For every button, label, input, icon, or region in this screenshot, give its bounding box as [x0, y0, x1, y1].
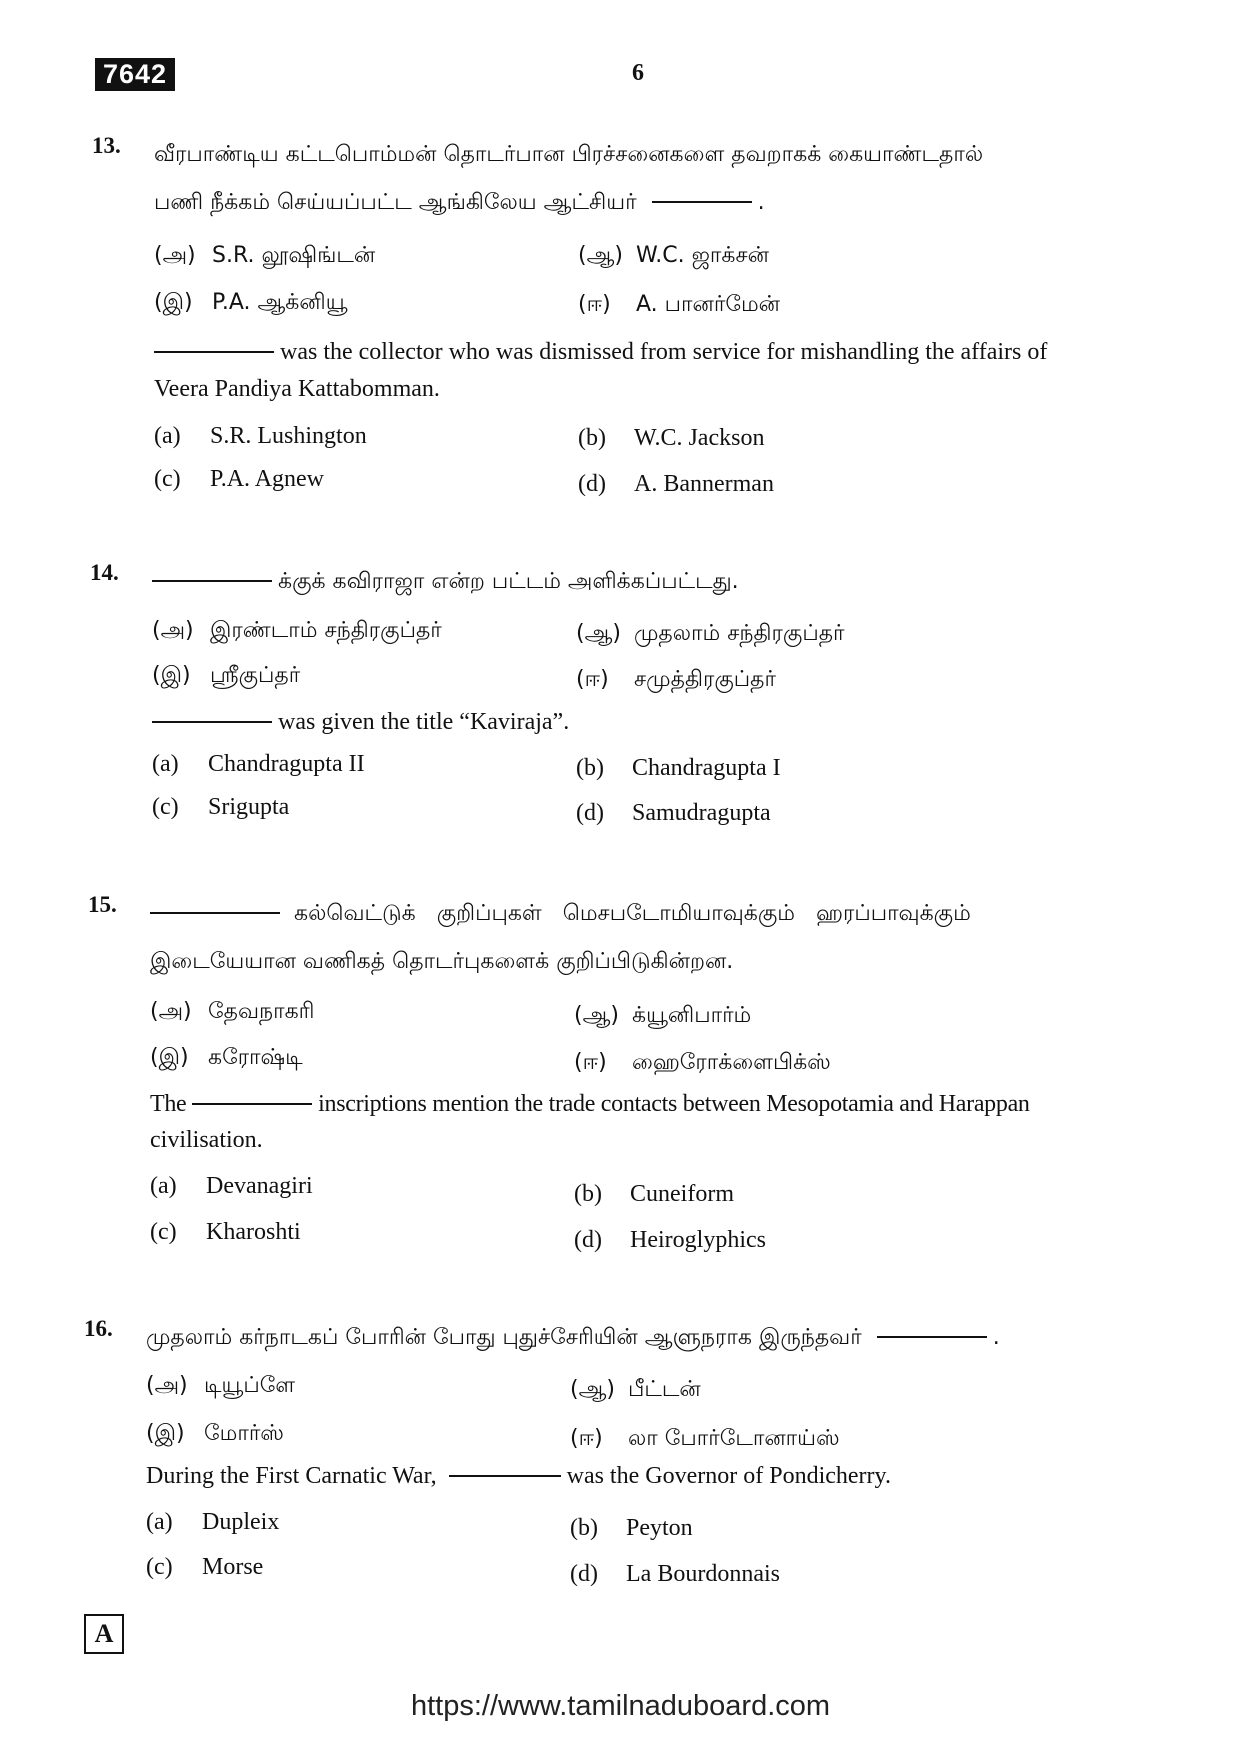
question-number: 14. [90, 560, 119, 585]
option-english: (c) P.A. Agnew [154, 466, 325, 492]
option-english: (d) La Bourdonnais [570, 1561, 780, 1587]
option-tamil: (ஆ) பீட்டன் [570, 1377, 701, 1402]
question-tamil-text: கல்வெட்டுக் குறிப்புகள் மெசபடோமியாவுக்கும் ஹரப்பாவுக்கும் [150, 898, 971, 930]
option-tamil: (ஆ) க்யூனிபார்ம் [574, 1003, 752, 1028]
question-tamil-text: பணி நீக்கம் செய்யப்பட்ட ஆங்கிலேய ஆட்சியர் . [154, 190, 765, 215]
answer-blank [152, 721, 272, 723]
question-number: 16. [84, 1316, 113, 1341]
option-english: (a) S.R. Lushington [154, 423, 367, 449]
question-english-text: Veera Pandiya Kattabomman. [154, 376, 440, 402]
option-english: (a) Chandragupta II [152, 751, 365, 777]
answer-blank [192, 1103, 312, 1105]
question-number: 15. [88, 892, 117, 917]
option-english: (a) Dupleix [146, 1509, 280, 1535]
option-tamil: (ஆ) W.C. ஜாக்சன் [578, 243, 769, 268]
option-english: (c) Morse [146, 1554, 264, 1580]
question-number: 13. [92, 133, 121, 158]
question-english-text: The inscriptions mention the trade contacts between Mesopotamia and Harappan [150, 1091, 1030, 1117]
option-english: (c) Srigupta [152, 794, 290, 820]
option-tamil: (ஈ) லா போர்டோனாய்ஸ் [570, 1426, 840, 1451]
question-tamil-text: இடையேயான வணிகத் தொடர்புகளைக் குறிப்பிடுகின்றன. [150, 949, 734, 974]
question-english-text: civilisation. [150, 1127, 263, 1153]
option-english: (b) Cuneiform [574, 1181, 734, 1207]
answer-blank [877, 1336, 987, 1338]
answer-blank [154, 351, 274, 353]
option-tamil: (இ) மோர்ஸ் [146, 1421, 284, 1446]
answer-blank [152, 580, 272, 582]
question-tamil-text: க்குக் கவிராஜா என்ற பட்டம் அளிக்கப்பட்டது. [152, 566, 739, 598]
option-english: (d) Samudragupta [576, 800, 771, 826]
option-english: (b) W.C. Jackson [578, 425, 765, 451]
source-url[interactable]: https://www.tamilnaduboard.com [410, 1690, 831, 1722]
option-english: (a) Devanagiri [150, 1173, 313, 1199]
option-tamil: (அ) S.R. லூஷிங்டன் [154, 243, 376, 268]
question-english-text: During the First Carnatic War, was the Governor of Pondicherry. [146, 1463, 891, 1489]
question-tamil-text: முதலாம் கர்நாடகப் போரின் போது புதுச்சேரியின் ஆளுநராக இருந்தவர் . [146, 1325, 1000, 1350]
answer-blank [449, 1475, 561, 1477]
answer-blank [150, 912, 280, 914]
option-tamil: (ஈ) A. பானர்மேன் [578, 292, 780, 317]
paper-code-badge: 7642 [95, 58, 175, 91]
question-english-text: was given the title “Kaviraja”. [152, 706, 569, 738]
option-english: (b) Peyton [570, 1515, 693, 1541]
version-box: A [84, 1614, 124, 1654]
page-number: 6 [632, 60, 644, 86]
option-tamil: (ஆ) முதலாம் சந்திரகுப்தர் [576, 621, 845, 646]
option-tamil: (இ) கரோஷ்டி [150, 1045, 303, 1070]
option-tamil: (அ) டியூப்ளே [146, 1373, 296, 1398]
option-english: (c) Kharoshti [150, 1219, 301, 1245]
question-tamil-text: வீரபாண்டிய கட்டபொம்மன் தொடர்பான பிரச்சனைகளை தவறாகக் கையாண்டதால் [154, 142, 984, 167]
answer-blank [652, 201, 752, 203]
option-english: (b) Chandragupta I [576, 755, 781, 781]
option-tamil: (இ) P.A. ஆக்னியூ [154, 290, 348, 315]
option-tamil: (அ) இரண்டாம் சந்திரகுப்தர் [152, 618, 442, 643]
option-english: (d) A. Bannerman [578, 471, 774, 497]
option-tamil: (ஈ) சமுத்திரகுப்தர் [576, 667, 776, 692]
option-tamil: (அ) தேவநாகரி [150, 999, 315, 1024]
option-tamil: (ஈ) ஹைரோக்ளைபிக்ஸ் [574, 1050, 831, 1075]
question-english-text: was the collector who was dismissed from service for mishandling the affairs of [154, 336, 1047, 368]
option-english: (d) Heiroglyphics [574, 1227, 766, 1253]
option-tamil: (இ) ஸ்ரீகுப்தர் [152, 663, 301, 688]
